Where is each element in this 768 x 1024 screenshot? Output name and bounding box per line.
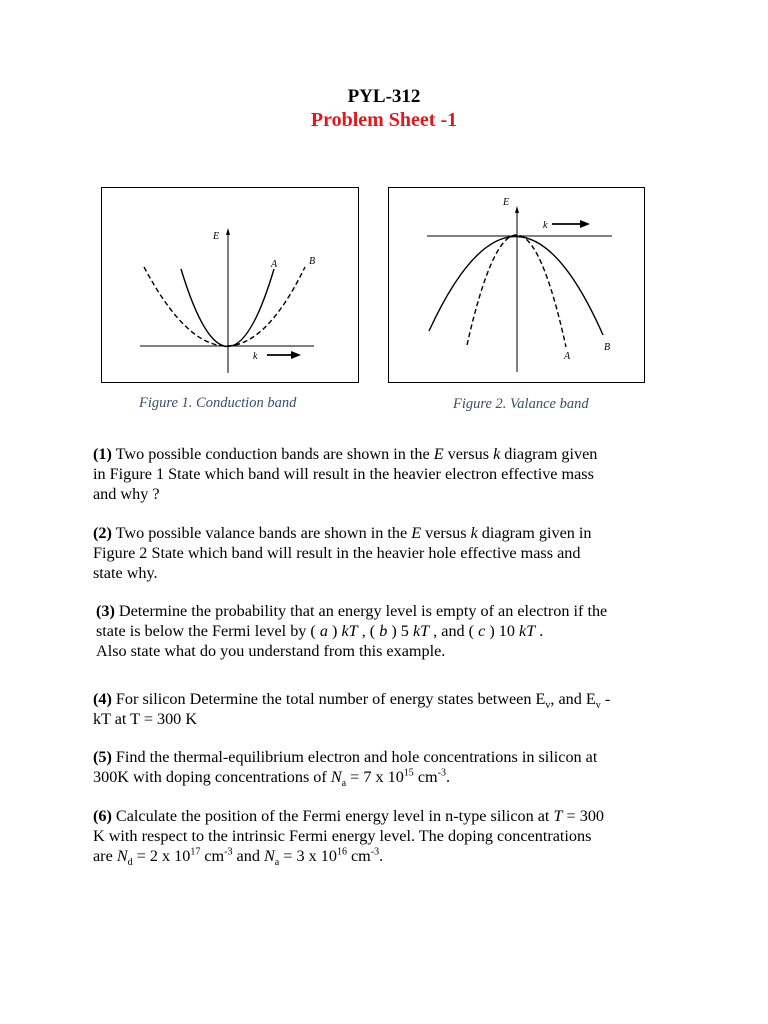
axis-label-e: E: [503, 197, 510, 208]
problem-1-line-2: in Figure 1 State which band will result in the heavier electron effective mass: [93, 465, 594, 483]
curve-label-a: A: [271, 259, 278, 270]
k-arrow-head: [291, 351, 301, 359]
e-axis-arrowhead: [226, 228, 230, 235]
text: Two possible conduction bands are shown in the: [111, 445, 434, 463]
superscript: 16: [336, 846, 347, 858]
text: = 2 x 10: [132, 847, 191, 865]
part-c: c: [478, 622, 486, 640]
problem-3-line-2: [96, 621, 686, 641]
part-b: b: [379, 622, 388, 640]
problem-6: [93, 806, 683, 869]
variable-n: N: [330, 768, 342, 786]
problem-2-line-1: [93, 523, 683, 543]
problem-1-line-3: and why ?: [93, 485, 160, 503]
text: versus: [421, 524, 471, 542]
text: diagram given: [500, 445, 598, 463]
text: , and (: [429, 622, 479, 640]
text: ) 5: [387, 622, 413, 640]
problem-5-line-2: [93, 767, 683, 790]
text: versus: [443, 445, 494, 463]
problem-4-line-2: kT at T = 300 K: [93, 710, 198, 728]
text: = 3 x 10: [279, 847, 337, 865]
text: cm: [413, 768, 438, 786]
problem-6-line-3: [93, 846, 683, 869]
problem-number: (2): [93, 524, 112, 542]
e-axis-arrowhead: [515, 206, 519, 213]
text: diagram given in: [477, 524, 592, 542]
superscript: -3: [437, 767, 446, 779]
problem-number: (4): [93, 690, 112, 708]
problem-2-line-3: state why.: [93, 564, 158, 582]
figure-1-caption: Figure 1. Conduction band: [139, 395, 297, 411]
text: 300K with doping concentrations of: [93, 768, 331, 786]
problem-3-line-1: [96, 601, 686, 621]
problem-3-line-3: Also state what do you understand from this example.: [96, 642, 446, 660]
variable-n: N: [263, 847, 275, 865]
problem-2-line-2: Figure 2 State which band will result in the heavier hole effective mass and: [93, 544, 581, 562]
variable-kt: kT: [341, 622, 358, 640]
k-arrow-head: [580, 220, 590, 228]
problem-6-line-1: [93, 806, 683, 826]
text: Find the thermal-equilibrium electron and hole concentrations in silicon at: [111, 748, 598, 766]
text: Determine the probability that an energy level is empty of an electron if the: [114, 602, 608, 620]
axis-label-k: k: [543, 220, 548, 231]
text: .: [535, 622, 544, 640]
curve-label-b: B: [309, 256, 316, 267]
course-code: PYL-312: [347, 86, 421, 107]
axis-label-e: E: [213, 231, 220, 242]
problem-1: [93, 444, 683, 504]
curve-b: [144, 267, 305, 346]
text: cm: [346, 847, 371, 865]
part-a: a: [319, 622, 328, 640]
sheet-title: Problem Sheet -1: [310, 109, 458, 131]
variable-k: k: [470, 524, 478, 542]
superscript: 17: [190, 846, 201, 858]
problem-number: (1): [93, 445, 112, 463]
text: cm: [200, 847, 225, 865]
variable-kt: kT: [519, 622, 536, 640]
text: Calculate the position of the Fermi energy level in n-type silicon at: [111, 807, 554, 825]
problem-6-line-2: K with respect to the intrinsic Fermi energy level. The doping concentrations: [93, 827, 592, 845]
variable-e: E: [411, 524, 422, 542]
variable-k: k: [493, 445, 501, 463]
problem-1-line-1: [93, 444, 683, 464]
text: .: [445, 768, 451, 786]
text: = 300: [562, 807, 605, 825]
subscript: d: [127, 857, 133, 869]
axis-label-k: k: [253, 351, 258, 362]
conduction-band-diagram: [102, 188, 360, 384]
subscript: v: [595, 700, 601, 712]
text: ) 10: [485, 622, 520, 640]
text: are: [93, 847, 117, 865]
subscript: a: [341, 778, 347, 790]
superscript: -3: [224, 846, 233, 858]
figure-2-caption: Figure 2. Valance band: [453, 396, 589, 412]
variable-kt: kT: [412, 622, 430, 640]
text: , and E: [550, 690, 596, 708]
text: state is below the Fermi level by (: [96, 622, 320, 640]
curve-label-a: A: [564, 351, 571, 362]
text: Two possible valance bands are shown in the: [111, 524, 412, 542]
text: = 7 x 10: [346, 768, 404, 786]
variable-n: N: [116, 847, 128, 865]
problem-3: [96, 601, 686, 661]
text: ): [327, 622, 342, 640]
valance-band-diagram: [389, 188, 646, 384]
problem-4-line-1: [93, 689, 683, 712]
text: and: [232, 847, 264, 865]
subscript: v: [545, 700, 551, 712]
variable-e: E: [433, 445, 444, 463]
curve-b: [429, 236, 603, 335]
problem-5: [93, 747, 683, 790]
figure-conduction-band: [101, 187, 359, 383]
variable-t: T: [553, 807, 563, 825]
curve-label-b: B: [604, 342, 611, 353]
problem-number: (5): [93, 748, 112, 766]
text: , (: [357, 622, 380, 640]
problem-number: (3): [96, 602, 115, 620]
text: .: [379, 847, 384, 865]
problem-2: [93, 523, 683, 583]
problem-number: (6): [93, 807, 112, 825]
text: For silicon Determine the total number of energy states between E: [111, 690, 546, 708]
problem-4: [93, 689, 683, 729]
subscript: a: [274, 857, 280, 869]
superscript: -3: [370, 846, 380, 858]
superscript: 15: [403, 767, 414, 779]
text: -: [600, 690, 611, 708]
problem-5-line-1: [93, 747, 683, 767]
figure-valance-band: [388, 187, 645, 383]
